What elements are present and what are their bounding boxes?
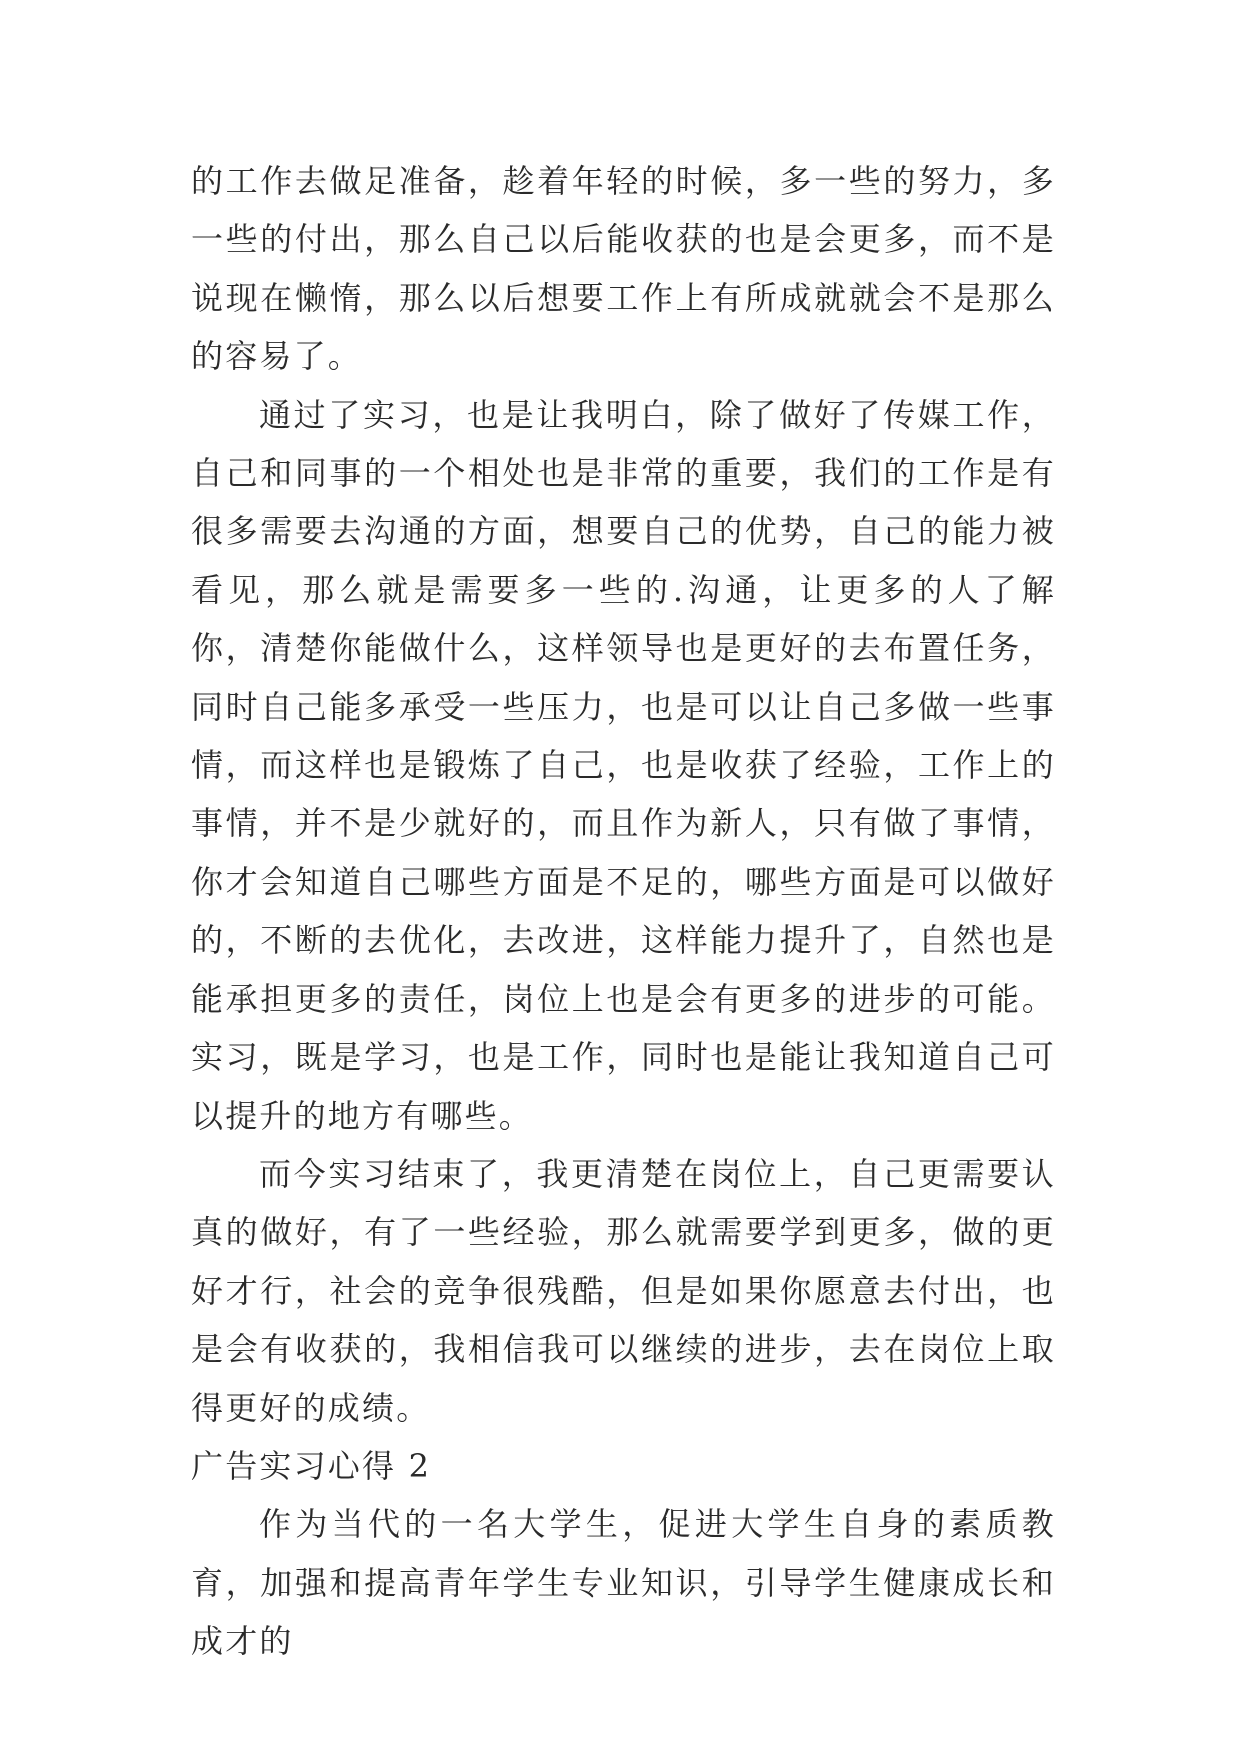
document-body [191, 152, 1056, 1671]
paragraph-continuation: 的工作去做足准备，趁着年轻的时候，多一些的努力，多一些的付出，那么自己以后能收获的也是会更多，而不是说现在懒惰，那么以后想要工作上有所成就就会不是那么的容易了。 [191, 162, 1056, 376]
paragraph-internship-conclusion: 而今实习结束了，我更清楚在岗位上，自己更需要认真的做好，有了一些经验，那么就需要学到更多，做的更好才行，社会的竞争很残酷，但是如果你愿意去付出，也是会有收获的，我相信我可以继续的进步，去在岗位上取得更好的成绩。 [191, 1154, 1056, 1427]
paragraph-internship-communication: 通过了实习，也是让我明白，除了做好了传媒工作，自己和同事的一个相处也是非常的重要，我们的工作是有很多需要去沟通的方面，想要自己的优势，自己的能力被看见，那么就是需要多一些的.沟通，让更多的人了解你，清楚你能做什么，这样领导也是更好的去布置任务，同时自己能多承受一些压力，也是可以让自己多做一些事情，而这样也是锻炼了自己，也是收获了经验，工作上的事情，并不是少就好的，而且作为新人，只有做了事情，你才会知道自己哪些方面是不足的，哪些方面是可以做好的，不断的去优化，去改进，这样能力提升了，自然也是能承担更多的责任，岗位上也是会有更多的进步的可能。实习，既是学习，也是工作，同时也是能让我知道自己可以提升的地方有哪些。 [191, 395, 1056, 1135]
section-heading: 广告实习心得 2 [191, 1446, 432, 1485]
paragraph-section-two-intro: 作为当代的一名大学生，促进大学生自身的素质教育，加强和提高青年学生专业知识，引导学生健康成长和成才的 [191, 1505, 1056, 1661]
